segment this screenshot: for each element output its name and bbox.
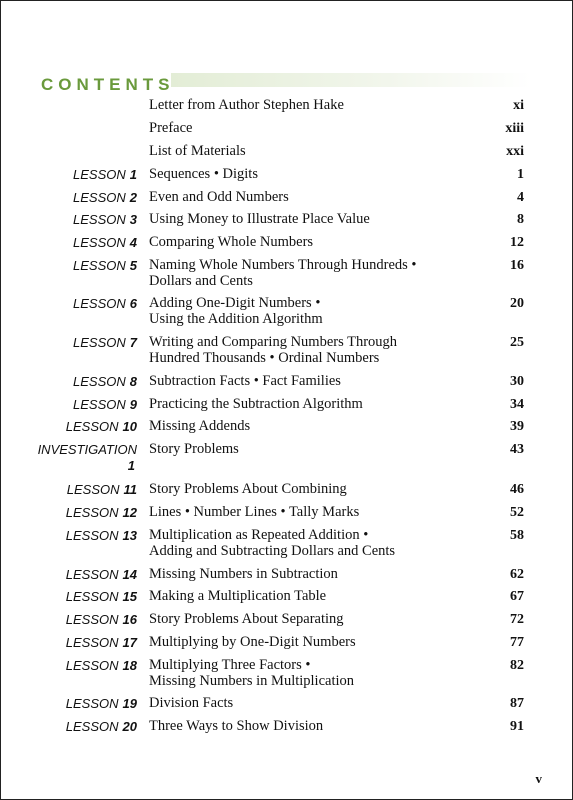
toc-label: [1, 695, 137, 712]
investigation-number: 1: [127, 458, 135, 473]
toc-entry: [1, 611, 572, 628]
lesson-number: 3: [129, 212, 137, 227]
lesson-word: LESSON: [73, 296, 126, 311]
toc-label: [1, 166, 137, 183]
toc-title: Story Problems About Separating: [149, 611, 344, 627]
lesson-word: LESSON: [73, 212, 126, 227]
toc-label: [1, 527, 137, 544]
lesson-word: LESSON: [65, 567, 119, 582]
toc-page-number: 34: [510, 397, 524, 412]
toc-title: Missing Addends: [149, 418, 251, 434]
toc-page-number: xi: [513, 98, 524, 113]
toc-entry: [1, 234, 572, 251]
lesson-number: 6: [129, 296, 137, 311]
toc-title: Naming Whole Numbers Through Hundreds • Dollars and Cents: [149, 257, 417, 289]
toc-label: [1, 334, 137, 351]
toc-label: [1, 418, 137, 435]
lesson-word: LESSON: [65, 719, 119, 734]
toc-page-number: 25: [510, 335, 524, 350]
toc-entry: [1, 527, 572, 559]
toc-page-number: xiii: [505, 121, 524, 136]
toc-title: Subtraction Facts • Fact Families: [149, 373, 341, 389]
toc-entry: [1, 504, 572, 521]
toc-page-number: 52: [510, 505, 524, 520]
toc-title: Writing and Comparing Numbers Through Hundred Thousands • Ordinal Numbers: [149, 334, 398, 366]
toc-label: [1, 143, 137, 144]
toc-title: Adding One-Digit Numbers • Using the Addition Algorithm: [149, 295, 323, 327]
toc-label: [1, 504, 137, 521]
toc-entry: [1, 97, 572, 113]
lesson-word: LESSON: [73, 374, 126, 389]
toc-entry: [1, 396, 572, 413]
toc-entry: [1, 588, 572, 605]
toc-title: Multiplying Three Factors • Missing Numbers in Multiplication: [149, 657, 355, 689]
lesson-number: 12: [122, 505, 137, 520]
toc-label: [1, 441, 137, 474]
investigation-word: INVESTIGATION: [37, 442, 137, 457]
toc-label: [1, 257, 137, 274]
lesson-number: 19: [122, 696, 137, 711]
toc-title: Making a Multiplication Table: [149, 588, 327, 604]
toc-entry: [1, 418, 572, 435]
toc-entry: [1, 120, 572, 136]
lesson-word: LESSON: [65, 528, 119, 543]
toc-page-number: 91: [510, 719, 524, 734]
toc-entry: [1, 143, 572, 159]
toc-entry: [1, 657, 572, 689]
lesson-word: LESSON: [73, 258, 126, 273]
toc-title: Story Problems About Combining: [149, 481, 347, 497]
toc-label: [1, 657, 137, 674]
lesson-number: 14: [122, 567, 137, 582]
toc-entry: [1, 481, 572, 498]
lesson-word: LESSON: [73, 167, 126, 182]
lesson-word: LESSON: [65, 612, 119, 627]
toc-label: [1, 234, 137, 251]
toc-entry: [1, 166, 572, 183]
toc-page-number: 67: [510, 589, 524, 604]
toc-title: Division Facts: [149, 695, 234, 711]
lesson-word: LESSON: [73, 335, 126, 350]
toc-label: [1, 120, 137, 121]
toc-entry: [1, 211, 572, 228]
page-folio: v: [535, 771, 542, 786]
heading-rule: [171, 73, 531, 87]
lesson-word: LESSON: [65, 419, 119, 434]
lesson-number: 20: [122, 719, 137, 734]
lesson-word: LESSON: [65, 635, 119, 650]
lesson-word: LESSON: [65, 658, 119, 673]
toc-page-number: 1: [517, 167, 524, 182]
toc-title: Letter from Author Stephen Hake: [149, 97, 344, 113]
lesson-number: 16: [122, 612, 137, 627]
toc-label: [1, 97, 137, 98]
lesson-word: LESSON: [73, 235, 126, 250]
toc-label: [1, 566, 137, 583]
page-title: CONTENTS: [41, 75, 175, 94]
toc-page-number: 8: [517, 212, 524, 227]
toc-entry: [1, 334, 572, 366]
toc-title: Using Money to Illustrate Place Value: [149, 211, 370, 227]
toc-page-number: 39: [510, 419, 524, 434]
toc-title: Sequences • Digits: [149, 166, 258, 182]
toc-title: Missing Numbers in Subtraction: [149, 566, 338, 582]
toc-title: Practicing the Subtraction Algorithm: [149, 396, 363, 412]
toc-page-number: xxi: [506, 144, 524, 159]
lesson-number: 10: [122, 419, 137, 434]
lesson-number: 8: [129, 374, 137, 389]
toc-page-number: 12: [510, 235, 524, 250]
lesson-word: LESSON: [65, 505, 119, 520]
toc-title: Multiplying by One-Digit Numbers: [149, 634, 356, 650]
toc-entry: [1, 441, 572, 474]
toc-title: Three Ways to Show Division: [149, 718, 324, 734]
lesson-word: LESSON: [65, 696, 119, 711]
toc-title: Preface: [149, 120, 193, 136]
toc-label: [1, 588, 137, 605]
toc-label: [1, 189, 137, 206]
toc-entry: [1, 257, 572, 289]
toc-page-number: 72: [510, 612, 524, 627]
toc-page-number: 20: [510, 296, 524, 311]
lesson-word: LESSON: [65, 589, 119, 604]
lesson-number: 11: [123, 482, 137, 497]
toc-label: [1, 718, 137, 735]
toc-label: [1, 481, 137, 498]
lesson-word: LESSON: [73, 397, 126, 412]
lesson-number: 2: [129, 190, 137, 205]
toc-label: [1, 396, 137, 413]
lesson-word: LESSON: [73, 190, 126, 205]
toc-entry: [1, 189, 572, 206]
lesson-number: 18: [122, 658, 137, 673]
lesson-word: LESSON: [66, 482, 120, 497]
toc-entry: [1, 718, 572, 735]
lesson-number: 15: [122, 589, 137, 604]
toc-page-number: 4: [517, 190, 524, 205]
toc-page-number: 16: [510, 258, 524, 273]
toc-page-number: 77: [510, 635, 524, 650]
lesson-number: 9: [129, 397, 137, 412]
toc-label: [1, 611, 137, 628]
toc-page-number: 43: [510, 442, 524, 457]
toc-page-number: 87: [510, 696, 524, 711]
toc-label: [1, 634, 137, 651]
toc-label: [1, 295, 137, 312]
lesson-number: 7: [129, 335, 137, 350]
lesson-number: 17: [122, 635, 137, 650]
toc-page-number: 62: [510, 567, 524, 582]
toc-title: List of Materials: [149, 143, 246, 159]
toc-page-number: 30: [510, 374, 524, 389]
lesson-number: 5: [129, 258, 137, 273]
lesson-number: 1: [129, 167, 137, 182]
toc-entry: [1, 295, 572, 327]
toc-title: Comparing Whole Numbers: [149, 234, 314, 250]
toc-page-number: 82: [510, 658, 524, 673]
toc-label: [1, 373, 137, 390]
toc-title: Story Problems: [149, 441, 239, 457]
toc-entry: [1, 566, 572, 583]
lesson-number: 4: [129, 235, 137, 250]
toc-page-number: 46: [510, 482, 524, 497]
lesson-number: 13: [122, 528, 137, 543]
toc-entry: [1, 695, 572, 712]
toc-title: Multiplication as Repeated Addition • Adding and Subtracting Dollars and Cents: [149, 527, 396, 559]
toc-entry: [1, 373, 572, 390]
toc-title: Even and Odd Numbers: [149, 189, 289, 205]
toc-page-number: 58: [510, 528, 524, 543]
toc-label: [1, 211, 137, 228]
toc-entry: [1, 634, 572, 651]
toc-title: Lines • Number Lines • Tally Marks: [149, 504, 360, 520]
